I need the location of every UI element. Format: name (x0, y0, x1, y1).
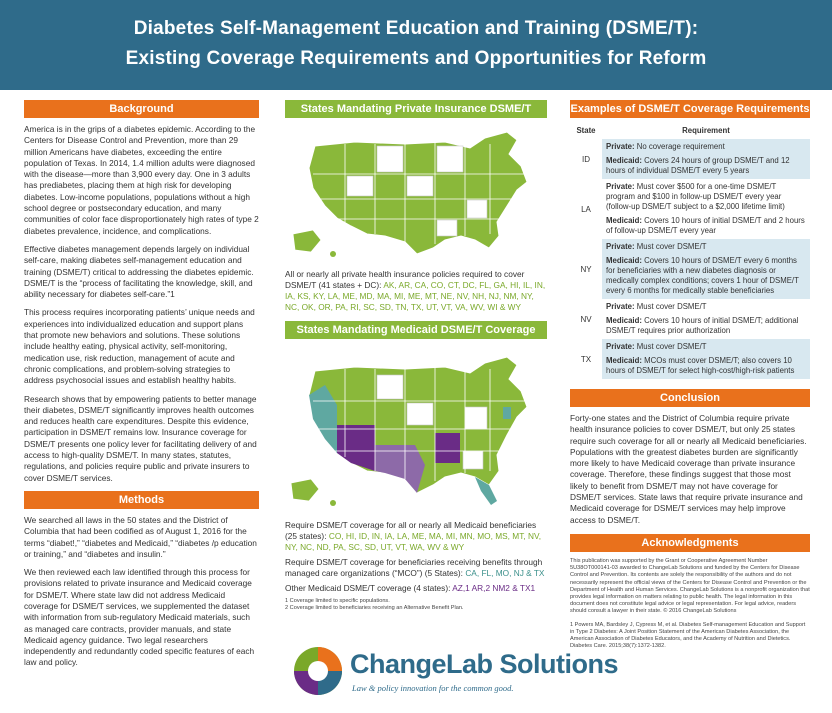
uncovered-state-shape (467, 200, 487, 218)
hawaii-shape (330, 251, 336, 257)
methods-p1: We searched all laws in the 50 states and the District of Columbia that had been codified as of August 1, 2016 for the terms “diabet!,” “diabetes and Medicaid,” “diabetes /p education or training,” and “diabetes and insulin.” (24, 514, 257, 559)
private-map-header: States Mandating Private Insurance DSME/T Coverage (285, 100, 547, 118)
requirement-type-label: Medicaid: (606, 156, 642, 165)
conclusion-header: Conclusion (570, 389, 810, 407)
left-column (24, 100, 259, 676)
private-req: Private: Must cover DSME/T (606, 342, 707, 351)
acknowledgments-p2: 1 Powers MA, Bardsley J, Cypress M, et al. Diabetes Self-management Education and Support in Type 2 Diabetes: A Joint Position Statement of the American Diabetes Association, the American Association of Diabetes Educators, and the Academy of Nutrition and Dietetics. Diabetes Care. 2015;38(7):1372-1382. (570, 621, 806, 650)
logo-mark-icon (292, 645, 344, 697)
medicaid-cap2-prefix: Require DSME/T coverage for beneficiaries receiving benefits through managed care organizations (“MCO”) (5 States): (285, 557, 543, 578)
uncovered-state-shape (465, 407, 487, 429)
requirement-type-label: Medicaid: (606, 316, 642, 325)
acknowledgments-header: Acknowledgments (570, 534, 810, 552)
title-banner (0, 0, 832, 90)
medicaid-cap1-prefix: Require DSME/T coverage for all or nearly all Medicaid beneficiaries (25 states): (285, 520, 537, 541)
table-row (570, 179, 810, 239)
middle-column (285, 100, 547, 618)
examples-header: Examples of DSME/T Coverage Requirements (570, 100, 810, 118)
private-caption-states: AK, AR, CA, CO, CT, DC, FL, GA, HI, IL, IN, IA, KS, KY, LA, ME, MD, MA, MI, ME, MT, NE, NV, NH, NJ, NM, NY, NC, OK, OR, PA, RI, SC, SD, TN, TX, UT, VT, VA, WV, WI & WY (285, 280, 546, 312)
table-row (570, 339, 810, 379)
medicaid-req: Medicaid: Covers 10 hours of initial DSME/T; additional DSME/T requires prior authorization (606, 316, 799, 335)
private-map-caption (285, 269, 547, 313)
table-row (570, 239, 810, 299)
medicaid-cap3-prefix: Other Medicaid DSME/T coverage (4 states): (285, 583, 451, 593)
acknowledgments-p1: This publication was supported by the Grant or Cooperative Agreement Number 5U38OT000141-03 awarded to ChangeLab Solutions and funded by the Centers for Disease Control and Prevention. Its contents are solely the responsibility of the authors and do not necessarily represent the official views of the Centers for Disease Control and Prevention or the Department of Health and Human Services. ChangeLab Solutions is a nonprofit organization that provides legal information on matters relating to public health. The legal information in this document does not constitute legal advice or legal representation. For legal advice, readers should consult a lawyer in their state. © 2016 ChangeLab Solutions (570, 557, 810, 615)
medicaid-map-header: States Mandating Medicaid DSME/T Coverage (285, 321, 547, 339)
requirement-type-label: Medicaid: (606, 216, 642, 225)
background-header: Background (24, 100, 259, 118)
title-line-2: Existing Coverage Requirements and Opportunities for Reform (125, 48, 707, 69)
footnote-2: 2 Coverage limited to beneficiaries receiving an Alternative Benefit Plan. (285, 605, 464, 612)
medicaid-cap2-states: CA, FL, MO, NJ & TX (465, 568, 545, 578)
requirement-cell (602, 179, 810, 239)
medicaid-req: Medicaid: Covers 10 hours of DSME/T every 6 months for beneficiaries with a new diabetes diagnosis or medically complex conditions; covers 1 hour of DSME/T every 6 months for medically stable beneficiaries (606, 256, 799, 295)
private-req: Private: No coverage requirement (606, 142, 725, 151)
methods-header: Methods (24, 491, 259, 509)
private-caption-prefix: All or nearly all private health insurance policies required to cover DSME/T (41 states + DC): (285, 269, 525, 290)
medicaid-caption-3 (285, 583, 547, 594)
requirement-cell (602, 339, 810, 379)
alaska-shape (293, 230, 321, 252)
requirement-cell (602, 139, 810, 179)
state-cell: TX (580, 354, 592, 364)
requirements-table (570, 124, 810, 379)
state-cell: NV (580, 314, 592, 324)
purple-state-shape (435, 433, 460, 463)
texas-shape (375, 445, 425, 493)
uncovered-state-shape (347, 176, 373, 196)
private-coverage-map (285, 124, 547, 264)
requirement-type-label: Private: (606, 242, 635, 251)
title-line-1: Diabetes Self-Management Education and Training (DSME/T): (133, 18, 699, 39)
table-row (570, 299, 810, 339)
alaska-shape (291, 479, 319, 501)
requirement-cell (602, 299, 810, 339)
background-p2: Effective diabetes management depends largely on individual self-care, making diabetes self-management education and training (DSME/T) critical to addressing the diabetes epidemic. DSME/T is the “process of facilitating the knowledge, skill, and ability necessary for diabetes self-care.”1 (24, 243, 254, 300)
medicaid-caption-1 (285, 520, 547, 553)
changelab-logo (292, 645, 619, 701)
uncovered-state-shape (463, 451, 483, 469)
uncovered-state-shape (377, 375, 403, 399)
requirement-type-label: Private: (606, 302, 635, 311)
private-req: Private: Must cover DSME/T (606, 302, 707, 311)
requirement-cell (602, 239, 810, 299)
private-req: Private: Must cover DSME/T (606, 242, 707, 251)
uncovered-state-shape (407, 403, 433, 425)
logo-tagline: Law & policy innovation for the common good. (352, 683, 514, 693)
col-state-header: State (576, 126, 596, 135)
col-requirement-header: Requirement (682, 126, 730, 135)
requirement-type-label: Medicaid: (606, 256, 642, 265)
uncovered-state-shape (437, 146, 463, 172)
mco-state-shape (503, 407, 511, 419)
requirement-type-label: Private: (606, 342, 635, 351)
uncovered-state-shape (407, 176, 433, 196)
private-req: Private: Must cover $500 for a one-time DSME/T program and $100 in follow-up DSME/T every year (follow-up DSME/T subject to a $2,000 lifetime limit) (606, 182, 785, 211)
state-cell: ID (582, 154, 590, 164)
purple-state-shape (337, 425, 375, 471)
hawaii-shape (330, 500, 336, 506)
methods-p2: We then reviewed each law identified through this process for provisions related to private insurance and Medicaid coverage for DSME/T. Where state law did not address Medicaid coverage for DSME/T services, we supplemented the dataset with information from sub-regulatory Medicaid materials, such as managed care contracts, provider manuals, and state Medicaid agency guidance. Two legal researchers independently and redundantly coded specific features of each law and policy. (24, 567, 255, 668)
uncovered-state-shape (377, 146, 403, 172)
table-row (570, 139, 810, 179)
requirement-type-label: Medicaid: (606, 356, 642, 365)
background-p1: America is in the grips of a diabetes epidemic. According to the Centers for Disease Control and Prevention, more than 29 million Americans have diabetes, exceeding the entire population of Texas. In 2014, 1.4 million adults were diagnosed with the disease—more than 3,900 every day. One in 3 adults has prediabetes, placing them at high risk for developing diabetes. Low-income populations, populations without a high school degree or postsecondary education, and many communities of color face disproportionately high rates of type 2 diabetes prevalence, incidence, and complications. (24, 124, 259, 236)
state-cell: NY (580, 264, 592, 274)
requirement-type-label: Private: (606, 182, 635, 191)
footnote-1: 1 Coverage limited to specific populations. (285, 598, 390, 604)
medicaid-req: Medicaid: Covers 24 hours of group DSME/T and 12 hours of individual DSME/T every 5 years (606, 156, 790, 175)
uncovered-state-shape (437, 220, 457, 236)
background-p4: Research shows that by empowering patients to better manage their diabetes, DSME/T significantly improves health outcomes and reduces health care expenditures. Despite this evidence, participation in DSME/T remains low. Insurance coverage for DSME/T presents one policy lever for facilitating delivery of and access to high-quality DSME/T. In many states, statutes, regulations, and policies require public and private insurers to cover DSME/T services. (24, 393, 257, 483)
requirement-type-label: Private: (606, 142, 635, 151)
background-p3: This process requires incorporating patients’ unique needs and experiences into individualized education and support plans that promote new behaviors and solutions. These solutions include healthy eating, physical activity, self-monitoring, medication use, risk reduction, management of acute and chronic complications, and problem-solving strategies to address psychosocial issues and establish healthy habits. (24, 307, 255, 386)
medicaid-coverage-map (285, 345, 547, 515)
state-cell: LA (581, 204, 591, 214)
conclusion-p1: Forty-one states and the District of Columbia require private health insurance policies to cover DSME/T, but only 25 states require such coverage for all or nearly all Medicaid beneficiaries. Populations with the greatest diabetes burden are significantly more likely to have Medicaid coverage than private insurance coverage. Therefore, these findings suggest that those most likely to benefit from DSME/T may not have coverage for DSME/T services. State laws that require private insurance and Medicaid coverage for DSME/T services may help improve access to DSME/T. (570, 413, 807, 525)
medicaid-caption-2 (285, 557, 547, 579)
medicaid-req: Medicaid: Covers 10 hours of initial DSME/T and 2 hours of follow-up DSME/T every year (606, 216, 805, 235)
medicaid-cap1-states: CO, HI, ID, IN, IA, LA, ME, MA, MI, MN, MO, MS, MT, NV, NY, NC, ND, PA, SC, SD, UT, VT, WA, WV & WY (285, 531, 542, 552)
medicaid-cap3-states: AZ,1 AR,2 NM2 & TX1 (452, 583, 536, 593)
medicaid-req: Medicaid: MCOs must cover DSME/T; also covers 10 hours of DSME/T for select high-cost/high-risk patients (606, 356, 795, 375)
right-column (570, 100, 810, 656)
logo-name: ChangeLab Solutions (350, 649, 619, 679)
